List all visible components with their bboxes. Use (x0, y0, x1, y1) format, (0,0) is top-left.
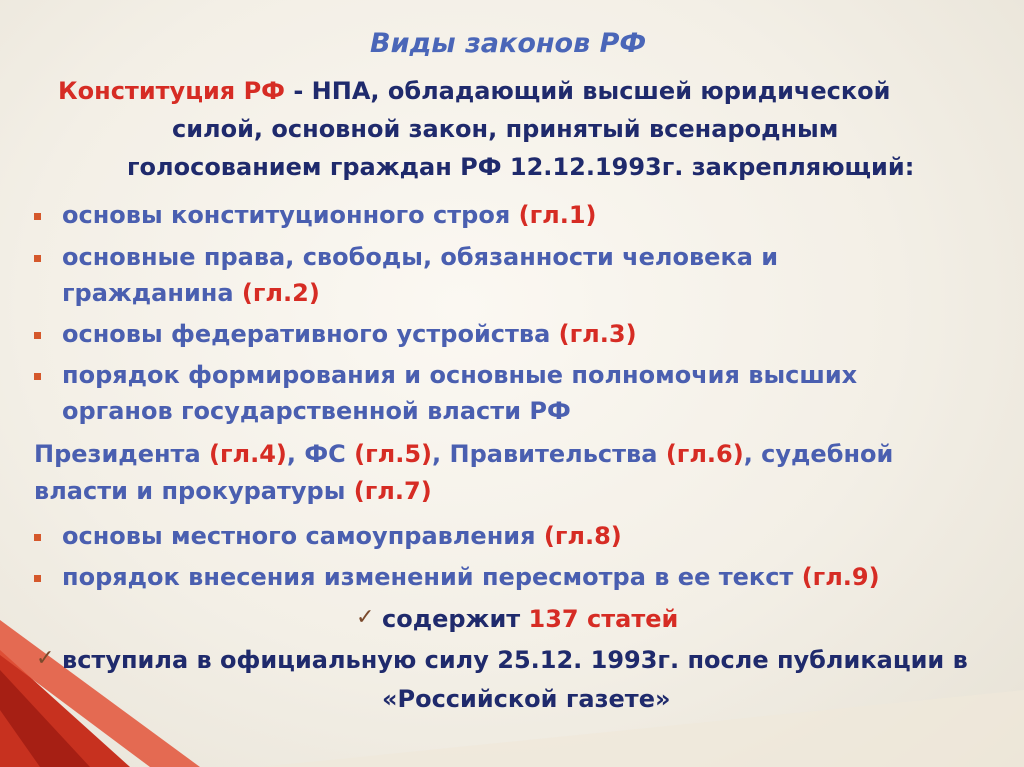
list-item: основы конституционного строя (гл.1) (62, 201, 597, 229)
list-item: основные права, свободы, обязанности человека и (62, 243, 779, 271)
bullet-icon (34, 332, 41, 339)
list-item: основы федеративного устройства (гл.3) (62, 320, 637, 348)
list-item: порядок формирования и основные полномочия высших (62, 361, 858, 389)
bullet-icon (34, 575, 41, 582)
bullet-icon (34, 213, 41, 220)
check-item: содержит 137 статей (382, 605, 679, 633)
list-item: основы местного самоуправления (гл.8) (62, 522, 622, 550)
intro-term: Конституция РФ (58, 77, 285, 105)
list-item: порядок внесения изменений пересмотра в ее текст (гл.9) (62, 563, 880, 591)
intro-line-3: голосованием граждан РФ 12.12.1993г. закрепляющий: (127, 153, 915, 181)
bullet-icon (34, 255, 41, 262)
checkmark-icon: ✓ (36, 646, 55, 671)
list-item-continuation: органов государственной власти РФ (62, 397, 571, 425)
check-item: вступила в официальную силу 25.12. 1993г. после публикации в (62, 646, 968, 674)
intro-line-2: силой, основной закон, принятый всенародным (172, 115, 839, 143)
bullet-icon (34, 373, 41, 380)
slide-title: Виды законов РФ (370, 28, 647, 59)
list-item-continuation: гражданина (гл.2) (62, 279, 320, 307)
intro-line-1: Конституция РФ - НПА, обладающий высшей юридической (58, 77, 891, 105)
organs-line-1: Президента (гл.4), ФС (гл.5), Правительства (гл.6), судебной (34, 440, 894, 468)
organs-line-2: власти и прокуратуры (гл.7) (34, 477, 432, 505)
check-item-continuation: «Российской газете» (382, 685, 671, 713)
bullet-icon (34, 534, 41, 541)
checkmark-icon: ✓ (356, 605, 375, 630)
intro-text: НПА, обладающий высшей юридической (311, 77, 891, 105)
